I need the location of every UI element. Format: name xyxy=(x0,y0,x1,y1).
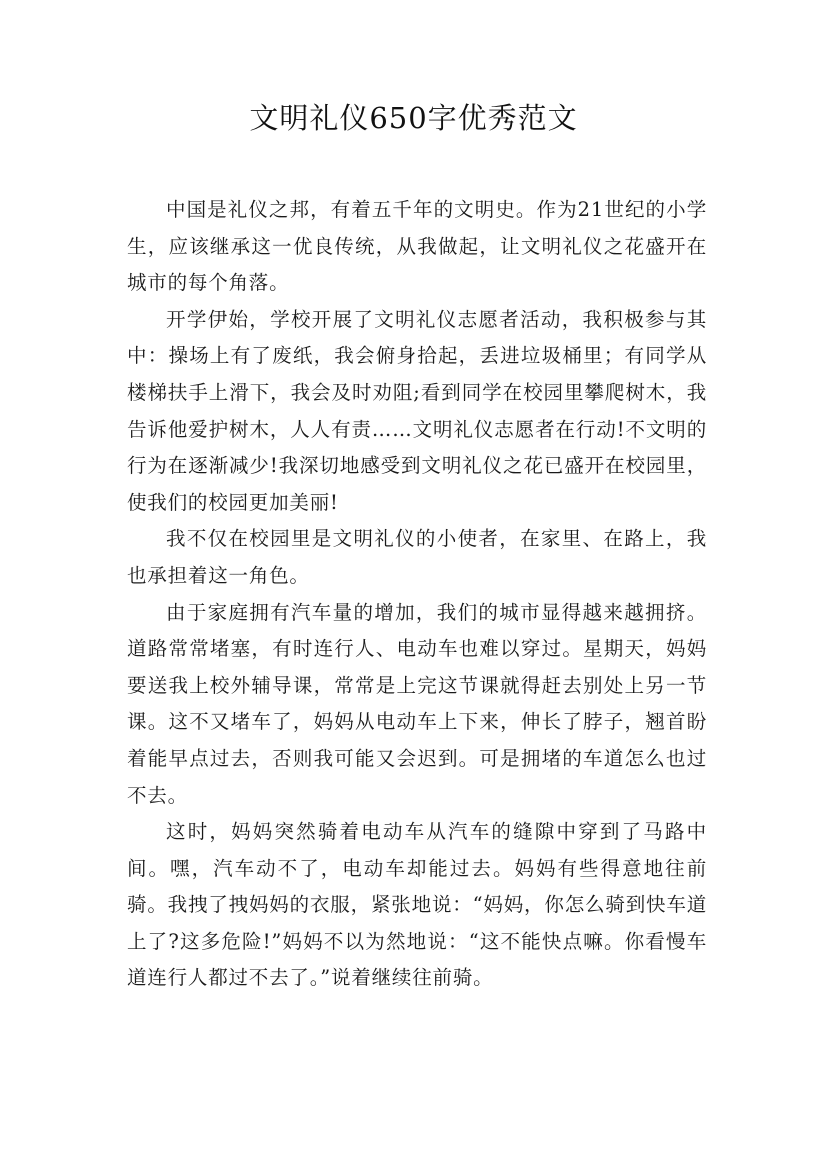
paragraph: 这时，妈妈突然骑着电动车从汽车的缝隙中穿到了马路中间。嘿，汽车动不了，电动车却能过去。妈妈有些得意地往前骑。我拽了拽妈妈的衣服，紧张地说：“妈妈，你怎么骑到快车道上了?这多危险!”妈妈不以为然地说：“这不能快点嘛。你看慢车道连行人都过不去了。”说着继续往前骑。 xyxy=(127,820,707,990)
paragraph: 由于家庭拥有汽车量的增加，我们的城市显得越来越拥挤。道路常常堵塞，有时连行人、电动车也难以穿过。星期天，妈妈要送我上校外辅导课，常常是上完这节课就得赶去别处上另一节课。这不又堵车了，妈妈从电动车上下来，伸长了脖子，翘首盼着能早点过去，否则我可能又会迟到。可是拥堵的车道怎么也过不去。 xyxy=(127,600,707,807)
paragraph: 我不仅在校园里是文明礼仪的小使者，在家里、在路上，我也承担着这一角色。 xyxy=(127,527,707,587)
document-title: 文明礼仪650字优秀范文 xyxy=(249,101,578,135)
paragraph: 中国是礼仪之邦，有着五千年的文明史。作为21世纪的小学生，应该继承这一优良传统，从我做起，让文明礼仪之花盛开在城市的每个角落。 xyxy=(127,198,707,295)
paragraph: 开学伊始，学校开展了文明礼仪志愿者活动，我积极参与其中：操场上有了废纸，我会俯身拾起，丢进垃圾桶里；有同学从楼梯扶手上滑下，我会及时劝阻;看到同学在校园里攀爬树木，我告诉他爱护树木，人人有责……文明礼仪志愿者在行动!不文明的行为在逐渐减少!我深切地感受到文明礼仪之花已盛开在校园里，使我们的校园更加美丽! xyxy=(127,307,707,514)
document-body xyxy=(127,192,707,997)
